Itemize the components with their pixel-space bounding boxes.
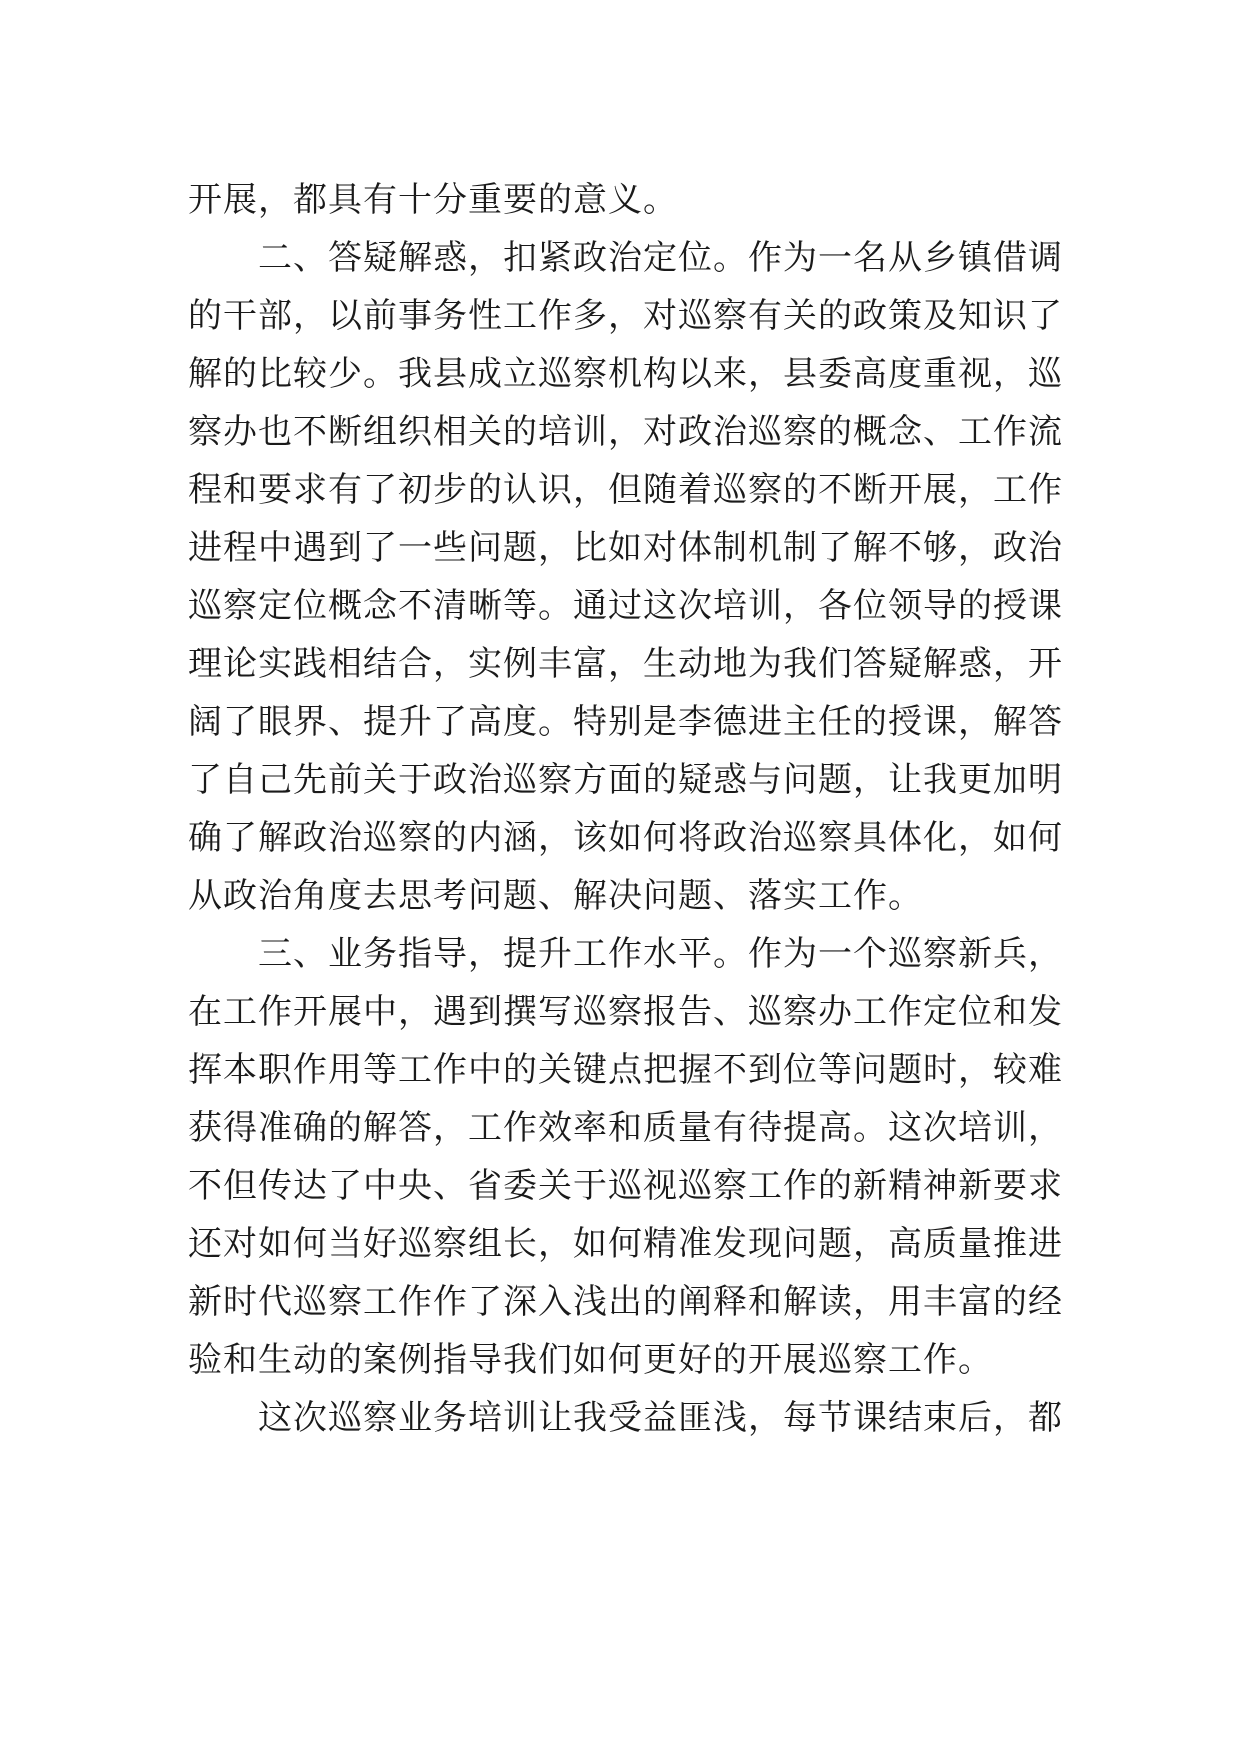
- text-line: 从政治角度去思考问题、解决问题、落实工作。: [188, 876, 923, 916]
- text-line: 确了解政治巡察的内涵，该如何将政治巡察具体化，如何: [188, 818, 1063, 858]
- text-line: 巡察定位概念不清晰等。通过这次培训，各位领导的授课: [188, 586, 1063, 626]
- text-line: 新时代巡察工作作了深入浅出的阐释和解读，用丰富的经: [188, 1282, 1063, 1322]
- text-line: 察办也不断组织相关的培训，对政治巡察的概念、工作流: [188, 412, 1063, 452]
- text-line: 的干部，以前事务性工作多，对巡察有关的政策及知识了: [188, 296, 1063, 336]
- text-line: 在工作开展中，遇到撰写巡察报告、巡察办工作定位和发: [188, 992, 1063, 1032]
- text-line: 理论实践相结合，实例丰富，生动地为我们答疑解惑，开: [188, 644, 1063, 684]
- paragraph-heading-line: 三、业务指导，提升工作水平。作为一个巡察新兵，: [258, 934, 1063, 974]
- paragraph-heading-line: 二、答疑解惑，扣紧政治定位。作为一名从乡镇借调: [258, 238, 1063, 278]
- text-line: 验和生动的案例指导我们如何更好的开展巡察工作。: [188, 1340, 993, 1380]
- text-line: 了自己先前关于政治巡察方面的疑惑与问题，让我更加明: [188, 760, 1063, 800]
- text-line: 阔了眼界、提升了高度。特别是李德进主任的授课，解答: [188, 702, 1063, 742]
- paragraph-first-line: 这次巡察业务培训让我受益匪浅，每节课结束后，都: [258, 1398, 1063, 1438]
- text-line: 挥本职作用等工作中的关键点把握不到位等问题时，较难: [188, 1050, 1063, 1090]
- text-line: 程和要求有了初步的认识，但随着巡察的不断开展，工作: [188, 470, 1063, 510]
- text-line: 解的比较少。我县成立巡察机构以来，县委高度重视，巡: [188, 354, 1063, 394]
- text-line: 还对如何当好巡察组长，如何精准发现问题，高质量推进: [188, 1224, 1063, 1264]
- text-line: 不但传达了中央、省委关于巡视巡察工作的新精神新要求: [188, 1166, 1063, 1206]
- text-line: 进程中遇到了一些问题，比如对体制机制了解不够，政治: [188, 528, 1063, 568]
- text-line: 获得准确的解答，工作效率和质量有待提高。这次培训，: [188, 1108, 1063, 1148]
- text-line: 开展，都具有十分重要的意义。: [188, 180, 678, 220]
